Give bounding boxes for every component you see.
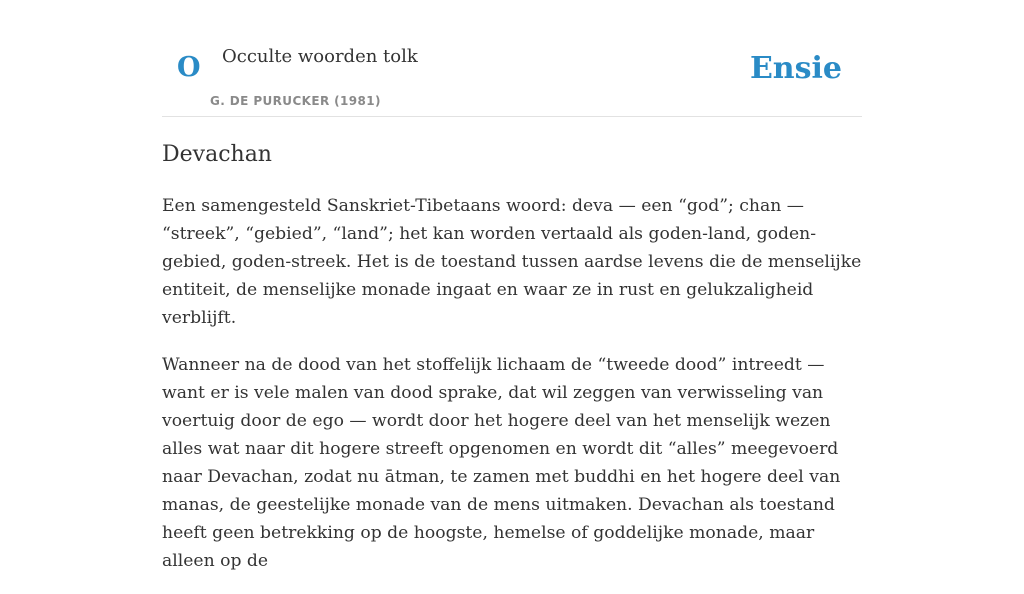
brand-logo[interactable]: Ensie	[749, 51, 842, 86]
book-header	[162, 0, 862, 117]
book-author: G. DE PURUCKER (1981)	[210, 94, 381, 108]
entry-paragraph: Een samengesteld Sanskriet-Tibetaans woord: deva — een “god”; chan — “streek”, “gebied”, “land”; het kan worden vertaald als goden-land, goden-gebied, goden-streek. Het is de toestand tussen aardse levens die de menselijke entiteit, de menselijke monade ingaat en waar ze in rust en gelukzaligheid verblijft.	[162, 196, 862, 328]
entry-title: Devachan	[162, 142, 272, 167]
letter-index-link[interactable]: O	[177, 52, 201, 83]
entry-content	[162, 140, 872, 594]
book-title[interactable]: Occulte woorden tolk	[222, 46, 418, 67]
entry-paragraph: Wanneer na de dood van het stoffelijk lichaam de “tweede dood” intreedt — want er is vele malen van dood sprake, dat wil zeggen van verwisseling van voertuig door de ego — wordt door het hogere deel van het menselijk wezen alles wat naar dit hogere streeft opgenomen en wordt dit “alles” meegevoerd naar Devachan, zodat nu ātman, te zamen met buddhi en het hogere deel van manas, de geestelijke monade van de mens uitmaken. Devachan als toestand heeft geen betrekking op de hoogste, hemelse of goddelijke monade, maar alleen op de	[162, 355, 841, 571]
